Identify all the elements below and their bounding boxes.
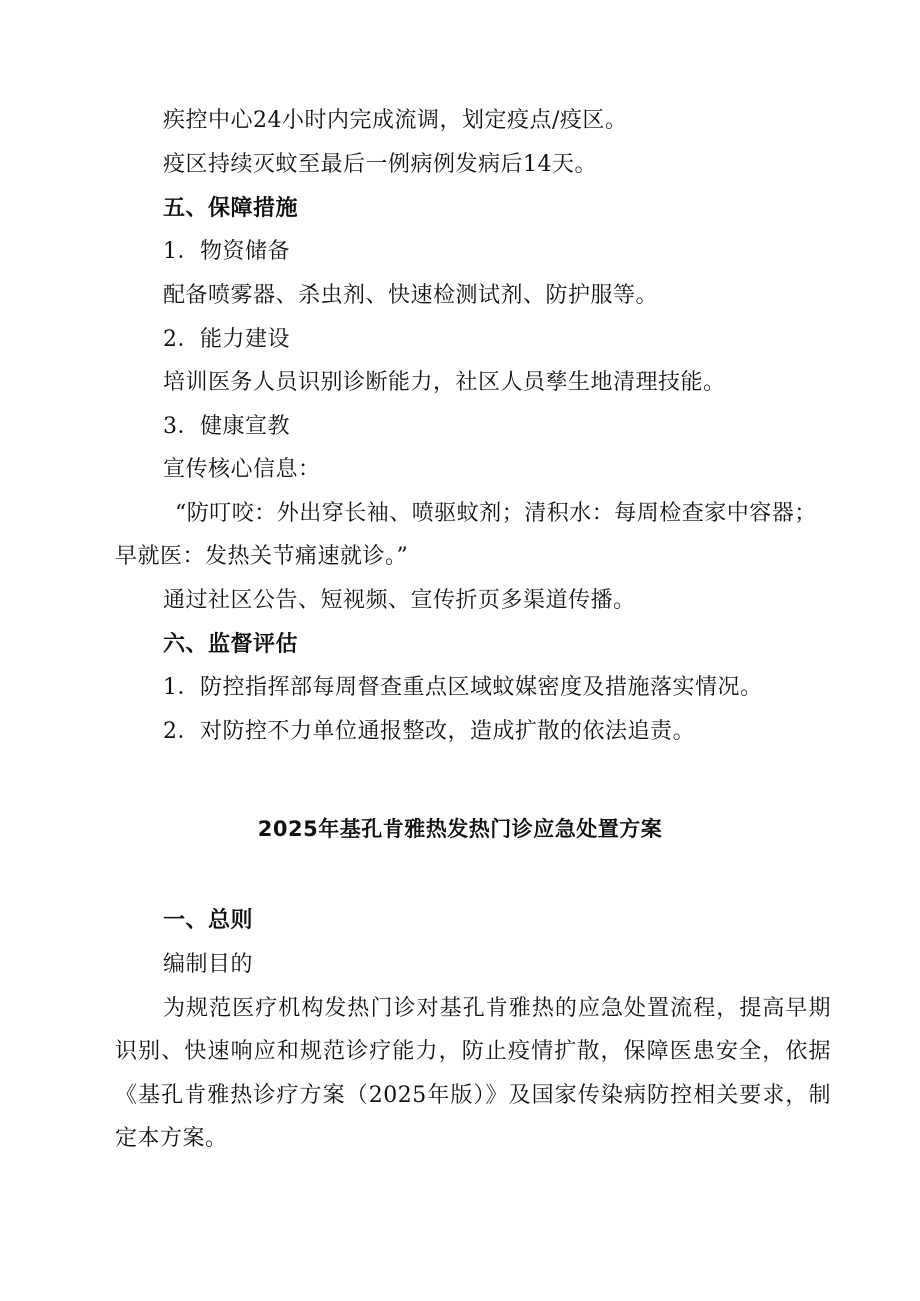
- purpose-para-line4: 定本方案。: [115, 1126, 228, 1151]
- section5-channels: 通过社区公告、短视频、宣传折页多渠道传播。: [163, 588, 636, 613]
- section5-item3-title: 3．健康宣教: [163, 414, 290, 439]
- section5-item1-title: 1．物资储备: [163, 239, 290, 264]
- purpose-para-line2: 识别、快速响应和规范诊疗能力，防止疫情扩散，保障医患安全，依据: [115, 1039, 831, 1064]
- document-title: 2025年基孔肯雅热发热门诊应急处置方案: [257, 817, 663, 841]
- line-epidemiology: 疾控中心24小时内完成流调，划定疫点/疫区。: [163, 108, 628, 133]
- general-heading: 一、总则: [163, 908, 254, 933]
- section5-quote-line2: 早就医：发热关节痛速就诊。”: [115, 544, 409, 569]
- line-mosquito-control: 疫区持续灭蚊至最后一例病例发病后14天。: [163, 152, 597, 177]
- section6-heading: 六、监督评估: [163, 632, 299, 657]
- purpose-para-line3: 《基孔肯雅热诊疗方案（2025年版）》及国家传染病防控相关要求，制: [115, 1083, 831, 1108]
- section5-item1-text: 配备喷雾器、杀虫剂、快速检测试剂、防护服等。: [163, 283, 659, 308]
- section5-item3-intro: 宣传核心信息：: [163, 457, 321, 482]
- section5-heading: 五、保障措施: [163, 196, 299, 221]
- section5-item2-title: 2．能力建设: [163, 327, 290, 352]
- section5-quote-line1: “防叮咬：外出穿长袖、喷驱蚊剂；清积水：每周检查家中容器；: [175, 501, 817, 526]
- purpose-para-line1: 为规范医疗机构发热门诊对基孔肯雅热的应急处置流程，提高早期: [163, 996, 831, 1021]
- section5-item2-text: 培训医务人员识别诊断能力，社区人员孳生地清理技能。: [163, 370, 726, 395]
- purpose-subheading: 编制目的: [163, 952, 254, 977]
- section6-item2: 2．对防控不力单位通报整改，造成扩散的依法追责。: [163, 719, 695, 744]
- section6-item1: 1．防控指挥部每周督查重点区域蚊媒密度及措施落实情况。: [163, 675, 763, 700]
